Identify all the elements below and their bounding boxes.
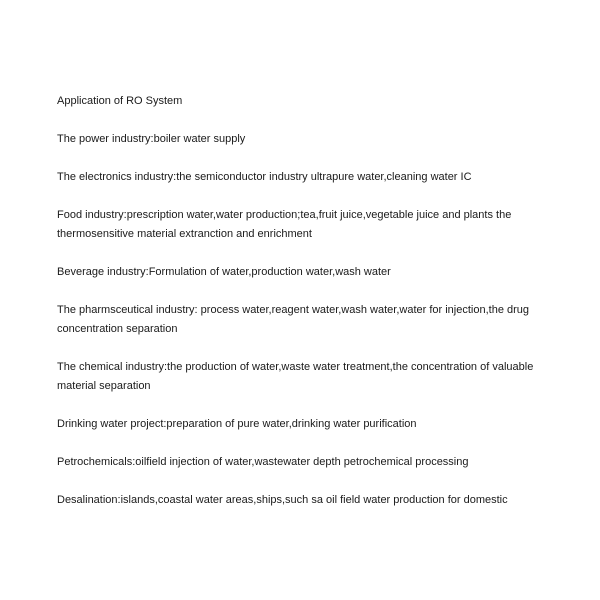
- paragraph-chemical-industry: The chemical industry:the production of water,waste water treatment,the concentration of valuable material separation: [57, 361, 534, 392]
- paragraph-pharmaceutical-industry: The pharmsceutical industry: process water,reagent water,wash water,water for injection,the drug concentration separation: [57, 304, 530, 335]
- paragraph-petrochemicals: Petrochemicals:oilfield injection of water,wastewater depth petrochemical processing: [57, 456, 469, 468]
- paragraph-beverage-industry: Beverage industry:Formulation of water,production water,wash water: [57, 266, 391, 278]
- document-title: Application of RO System: [57, 95, 183, 107]
- paragraph-drinking-water-project: Drinking water project:preparation of pure water,drinking water purification: [57, 418, 417, 430]
- paragraph-electronics-industry: The electronics industry:the semiconductor industry ultrapure water,cleaning water IC: [57, 171, 472, 183]
- document-body: [57, 92, 557, 529]
- paragraph-food-industry: Food industry:prescription water,water production;tea,fruit juice,vegetable juice and plants the thermosensitive material extranction and enrichment: [57, 209, 512, 240]
- paragraph-desalination: Desalination:islands,coastal water areas,ships,such sa oil field water production for domestic: [57, 494, 508, 506]
- paragraph-power-industry: The power industry:boiler water supply: [57, 133, 246, 145]
